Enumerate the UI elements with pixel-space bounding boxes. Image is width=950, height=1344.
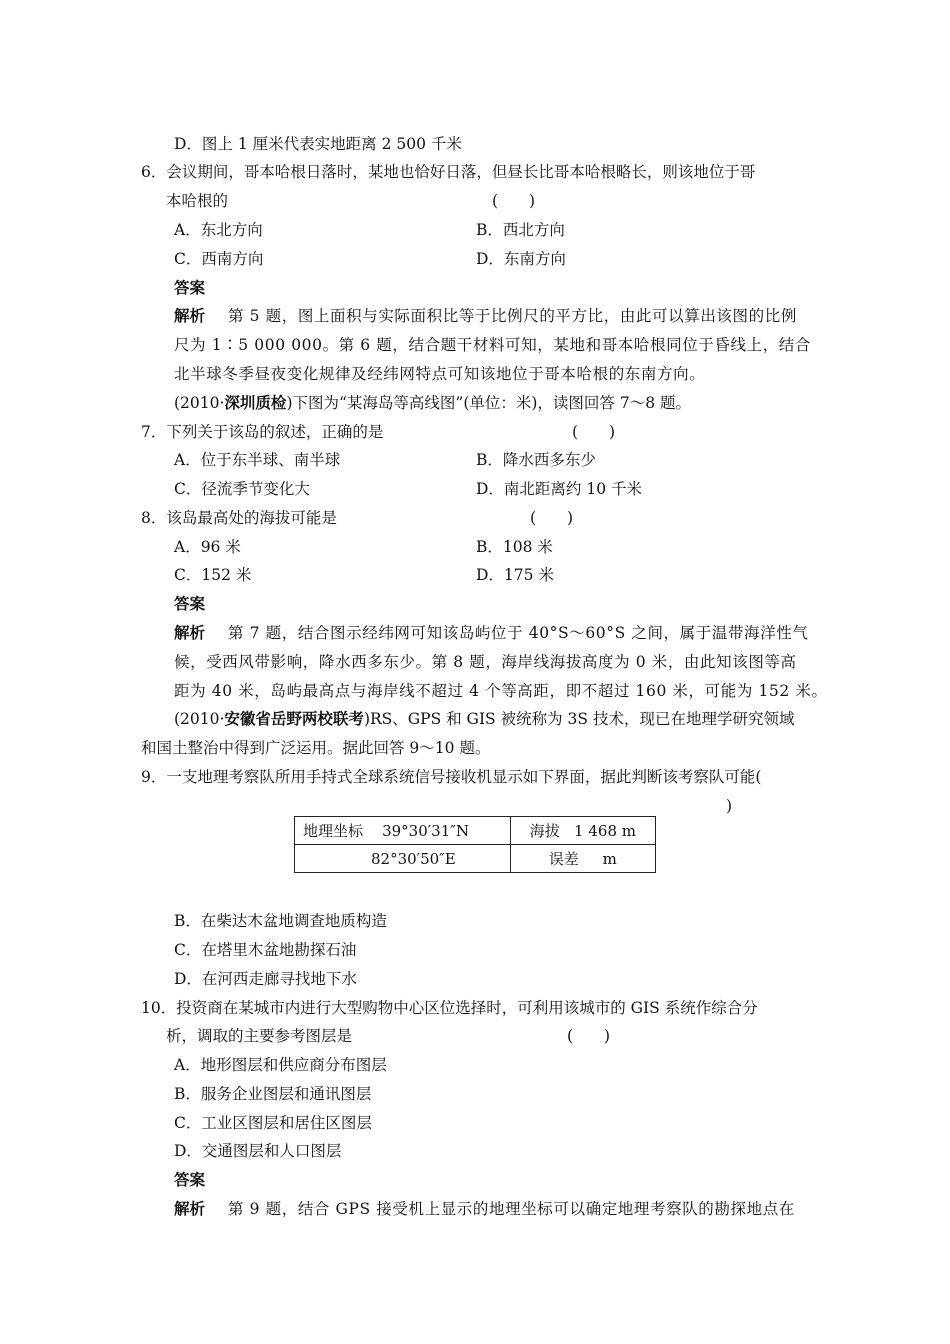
explanation-line1: 第 5 题，图上面积与实际面积比等于比例尺的平方比，由此可以算出该图的比例 [228, 307, 797, 325]
explanation-label: 解析 [174, 306, 206, 325]
q9-option-b: B．在柴达木盆地调查地质构造 [174, 912, 387, 930]
q7-option-c: C．径流季节变化大 [174, 480, 310, 498]
q5-option-d: D．图上 1 厘米代表实地距离 2 500 千米 [174, 135, 462, 153]
q6-option-c: C．西南方向 [174, 250, 264, 268]
intro-text: )RS、GPS 和 GIS 被统称为 3S 技术，现已在地理学研究领域 [363, 710, 795, 728]
gps-display-table [294, 816, 656, 873]
q7-option-a: A．位于东半球、南半球 [174, 451, 341, 469]
q9-option-d: D．在河西走廊寻找地下水 [174, 970, 357, 988]
q6-stem-line2: 本哈根的 [166, 192, 229, 210]
q10-stem-line1: 10．投资商在某城市内进行大型购物中心区位选择时，可利用该城市的 GIS 系统作综合分 [141, 999, 758, 1017]
q10-option-b: B．服务企业图层和通讯图层 [174, 1085, 372, 1103]
q6-option-a: A．东北方向 [174, 221, 263, 239]
altitude-label: 海拔 [529, 822, 560, 840]
intro-year: (2010· [174, 710, 225, 728]
q7-option-b: B．降水西多东少 [476, 451, 596, 469]
explanation-label: 解析 [174, 623, 206, 642]
answer-label: 答案 [174, 1170, 206, 1189]
intro-9-10 [174, 708, 794, 730]
q8-stem: 8．该岛最高处的海拔可能是 [141, 509, 337, 527]
q9-paren-close: ) [726, 797, 733, 815]
explanation-label: 解析 [174, 1199, 206, 1218]
explanation-line1: 第 9 题，结合 GPS 接受机上显示的地理坐标可以确定地理考察队的勘探地点在 [228, 1200, 795, 1218]
error-cell [510, 845, 655, 873]
q10-option-c: C．工业区图层和居住区图层 [174, 1114, 372, 1132]
q6-option-b: B．西北方向 [476, 221, 565, 239]
q6-stem-line1: 6．会议期间，哥本哈根日落时，某地也恰好日落，但昼长比哥本哈根略长，则该地位于哥 [141, 163, 756, 181]
q9-stem: 9．一支地理考察队所用手持式全球系统信号接收机显示如下界面，据此判断该考察队可能( [141, 768, 762, 786]
intro-source: 安徽省岳野两校联考 [224, 709, 364, 728]
altitude-cell [510, 817, 655, 845]
error-unit: m [602, 850, 617, 868]
q7-option-d: D．南北距离约 10 千米 [476, 480, 643, 498]
latitude-value: 39°30′31″N [382, 822, 469, 840]
q7-answer-paren: ( ) [572, 423, 616, 441]
explanation-line3: 距为 40 米，岛屿最高点与海岸线不超过 4 个等高距，即不超过 160 米，可能为 152 米。 [174, 682, 828, 700]
q8-option-b: B．108 米 [476, 538, 553, 556]
q8-option-a: A．96 米 [174, 538, 241, 556]
longitude-value: 82°30′50″E [370, 849, 456, 868]
q8-option-c: C．152 米 [174, 566, 252, 584]
q8-option-d: D．175 米 [476, 566, 554, 584]
error-label: 误差 [548, 850, 579, 868]
q6-option-d: D．东南方向 [476, 250, 566, 268]
answer-label: 答案 [174, 278, 206, 297]
q10-stem-line2: 析，调取的主要参考图层是 [166, 1027, 353, 1045]
explanation-line3: 北半球冬季昼夜变化规律及经纬网特点可知该地位于哥本哈根的东南方向。 [174, 365, 706, 383]
intro-7-8 [174, 392, 691, 414]
intro-source: 深圳质检 [224, 393, 287, 412]
q8-answer-paren: ( ) [530, 509, 574, 527]
altitude-value: 1 468 m [574, 822, 636, 840]
q10-answer-paren: ( ) [567, 1027, 611, 1045]
explanation-line2: 候，受西风带影响，降水西多东少。第 8 题，海岸线海拔高度为 0 米，由此知该图等高 [174, 653, 797, 671]
intro-9-10-line2: 和国土整治中得到广泛运用。据此回答 9～10 题。 [141, 739, 491, 757]
coord-lon-cell [295, 845, 511, 873]
coord-lat-cell [295, 817, 511, 845]
coord-label: 地理坐标 [303, 822, 364, 840]
q9-option-c: C．在塔里木盆地勘探石油 [174, 941, 357, 959]
q7-stem: 7．下列关于该岛的叙述，正确的是 [141, 423, 384, 441]
q6-answer-paren: ( ) [492, 192, 536, 210]
intro-text: )下图为“某海岛等高线图”(单位：米)，读图回答 7～8 题。 [286, 394, 692, 412]
answer-label: 答案 [174, 594, 206, 613]
intro-year: (2010· [174, 394, 225, 412]
explanation-line1: 第 7 题，结合图示经纬网可知该岛屿位于 40°S～60°S 之间，属于温带海洋性气 [228, 624, 809, 642]
q10-option-d: D．交通图层和人口图层 [174, 1142, 342, 1160]
q10-option-a: A．地形图层和供应商分布图层 [174, 1056, 387, 1074]
explanation-line2: 尺为 1∶5 000 000。第 6 题，结合题干材料可知，某地和哥本哈根同位于昏线上，结合 [174, 336, 811, 354]
